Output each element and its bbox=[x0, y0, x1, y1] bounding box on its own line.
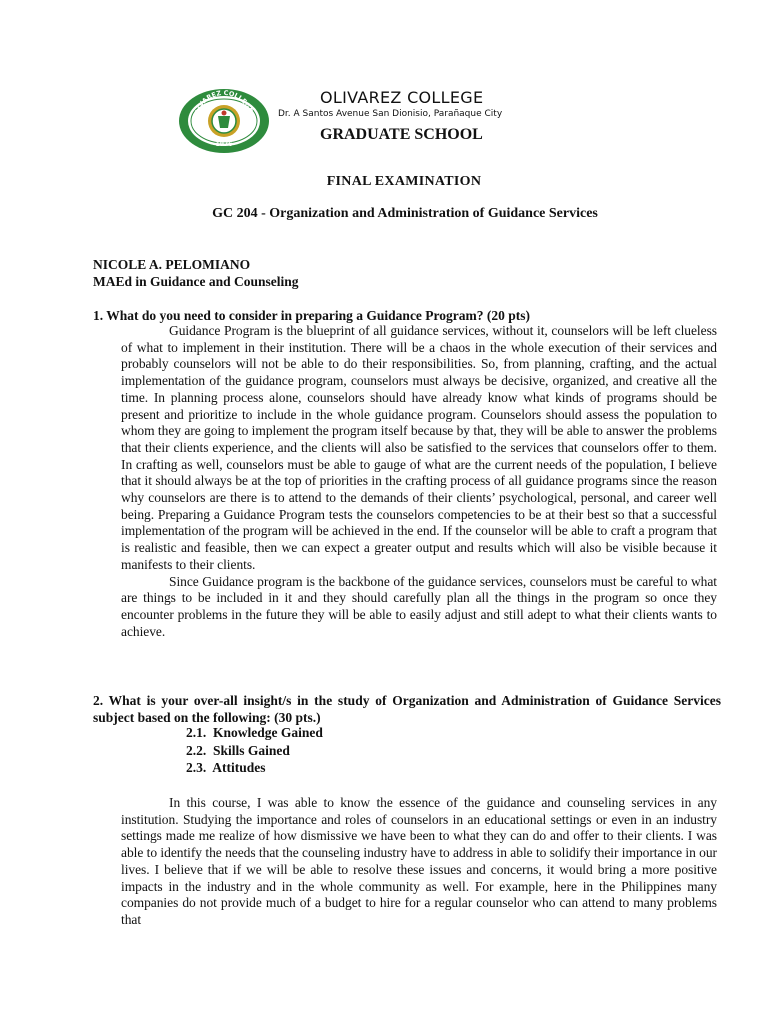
course-title: GC 204 - Organization and Administration of Guidance Services bbox=[212, 206, 598, 221]
college-name: OLIVAREZ COLLEGE bbox=[320, 88, 484, 107]
college-seal-logo bbox=[178, 88, 270, 154]
answer-paragraph: Since Guidance program is the backbone of the guidance services, counselors must be careful to what are things to be included in it and they should carefully plan all the things in the program so once they encounter problems in the future they will be able to easily adjust and still adept to what their clients wants to achieve. bbox=[121, 573, 717, 639]
question-2-heading: 2. What is your over-all insight/s in the study of Organization and Administration of Guidance Services subject based on the following: (30 pts.) bbox=[93, 693, 721, 725]
subitem-attitudes: 2.3. Attitudes bbox=[186, 760, 266, 775]
question-1-heading: 1. What do you need to consider in preparing a Guidance Program? (20 pts) bbox=[93, 308, 531, 323]
school-name: GRADUATE SCHOOL bbox=[320, 126, 483, 143]
answer-paragraph: In this course, I was able to know the essence of the guidance and counseling services in any institution. Studying the importance and roles of counselors in an educational settings or even in an industry settings made me realize of how dismissive we have been to what they can do and offer to their clients. I was able to identify the needs that the counseling industry have to address in able to solidify their importance in our lives. I believe that if we will be able to resolve these issues and concerns, it would bring a more positive impacts in the industry and in the whole community as well. For example, here in the Philippines many companies do not provide much of a budget to hire for a regular counselor who can attend to many problems that bbox=[121, 795, 717, 927]
student-program: MAEd in Guidance and Counseling bbox=[93, 274, 299, 289]
subitem-skills: 2.2. Skills Gained bbox=[186, 742, 290, 758]
exam-title: FINAL EXAMINATION bbox=[326, 174, 482, 189]
subitem-knowledge: 2.1. Knowledge Gained bbox=[186, 725, 323, 740]
question-2-answer bbox=[121, 795, 717, 929]
college-address: Dr. A Santos Avenue San Dionisio, Parañaque City bbox=[278, 109, 503, 119]
answer-paragraph: Guidance Program is the blueprint of all guidance services, without it, counselors will be left clueless of what to implement in their institution. There will be a chaos in the whole execution of their services and probably counselors will not be able to do their responsibilities. So, from planning, crafting, and the actual implementation of the guidance program, counselors must always be decisive, organized, and creative all the time. In planning process alone, counselors should have already know what kinds of programs should be present and prioritize to include in the whole guidance program. Counselors should assess the population to whom they are going to implement the program itself because by that, they will be able to answer the problems that their clients experience, and the clients will also be satisfied to the services that counselors offer to them. In crafting as well, counselors must be able to gauge of what are the current needs of the population, I believe that it should always be at the top of priorities in the crafting process of all guidance programs since the reason why counselors are there is to attend to the demands of their clients’ psychological, personal, and career well being. Preparing a Guidance Program tests the counselors competencies to be at their best so that a successful implementation of the program will be achieved in the end. If the counselor will be able to craft a program that is realistic and feasible, then we can expect a greater output and results which will also be visible because it manifests to their clients. bbox=[121, 323, 717, 572]
seal-year: 1976 bbox=[215, 141, 233, 148]
question-2-subitems bbox=[186, 724, 323, 777]
question-1-answer bbox=[121, 323, 717, 640]
seal-text: OLIVAREZ COLLEGE bbox=[192, 88, 255, 120]
student-name: NICOLE A. PELOMIANO bbox=[93, 257, 251, 272]
student-info bbox=[93, 256, 299, 290]
